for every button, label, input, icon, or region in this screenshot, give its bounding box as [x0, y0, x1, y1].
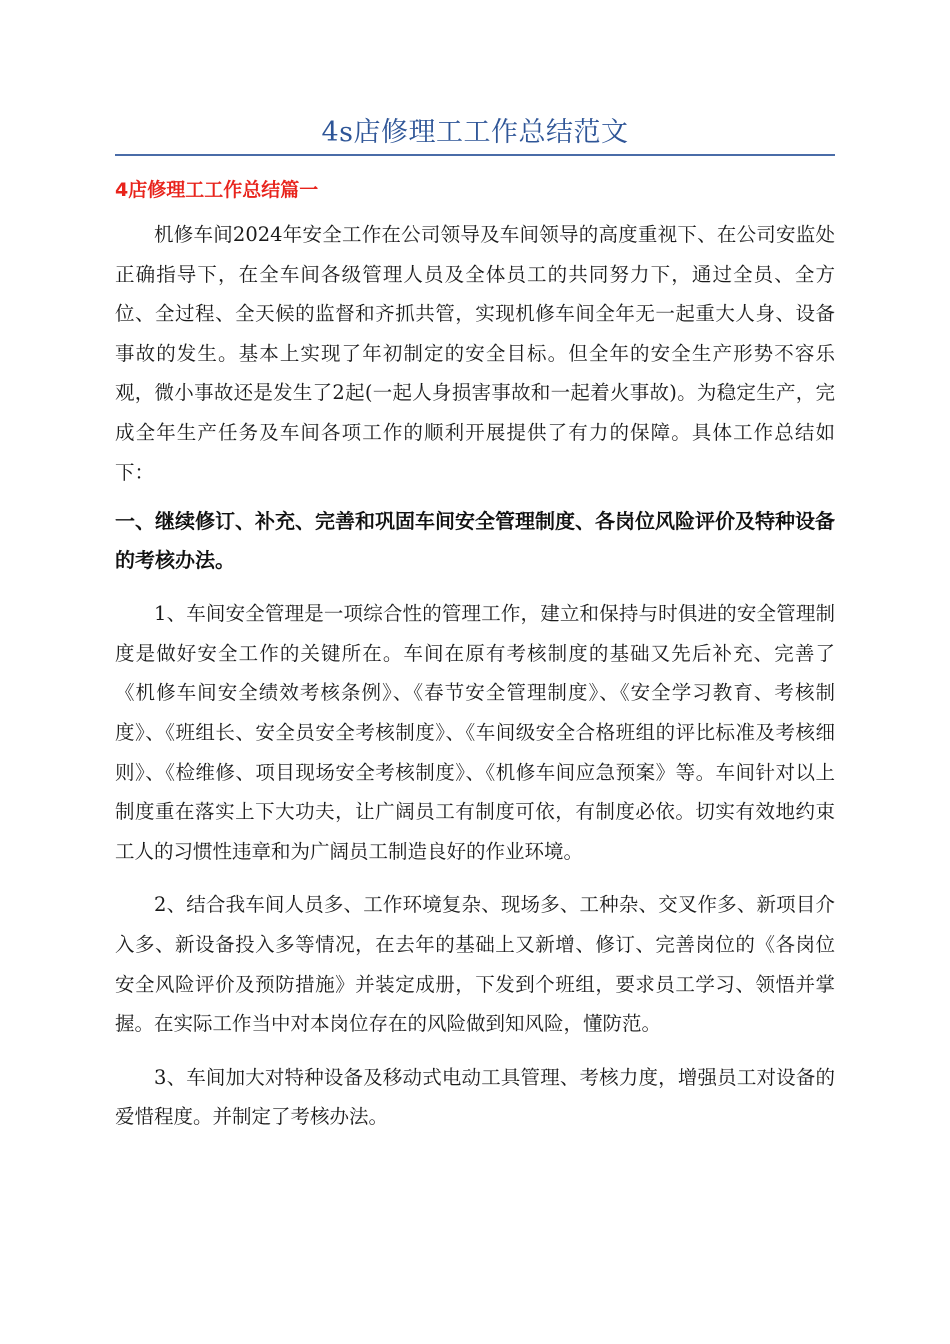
document-title: 4s店修理工工作总结范文	[321, 117, 629, 148]
paragraph-point-3: 3、车间加大对特种设备及移动式电动工具管理、考核力度，增强员工对设备的爱惜程度。并制定了考核办法。	[115, 1065, 835, 1129]
document-page	[115, 0, 835, 1137]
subheading-safety-rules: 一、继续修订、补充、完善和巩固车间安全管理制度、各岗位风险评价及特种设备的考核办法。	[115, 509, 835, 573]
section-heading: 4店修理工工作总结篇一	[115, 179, 319, 201]
paragraph-point-2: 2、结合我车间人员多、工作环境复杂、现场多、工种杂、交叉作多、新项目介入多、新设备投入多等情况，在去年的基础上又新增、修订、完善岗位的《各岗位安全风险评价及预防措施》并装定成册，下发到个班组，要求员工学习、领悟并掌握。在实际工作当中对本岗位存在的风险做到知风险，懂防范。	[115, 893, 835, 1036]
paragraph-point-1: 1、车间安全管理是一项综合性的管理工作，建立和保持与时俱进的安全管理制度是做好安全工作的关键所在。车间在原有考核制度的基础又先后补充、完善了《机修车间安全绩效考核条例》、《春节安全管理制度》、《安全学习教育、考核制度》、《班组长、安全员安全考核制度》、《车间级安全合格班组的评比标准及考核细则》、《检维修、项目现场安全考核制度》、《机修车间应急预案》等。车间针对以上制度重在落实上下大功夫，让广阔员工有制度可依，有制度必依。切实有效地约束工人的习惯性违章和为广阔员工制造良好的作业环境。	[115, 602, 835, 863]
intro-paragraph: 机修车间2024年安全工作在公司领导及车间领导的高度重视下、在公司安监处正确指导下，在全车间各级管理人员及全体员工的共同努力下，通过全员、全方位、全过程、全天候的监督和齐抓共管，实现机修车间全年无一起重大人身、设备事故的发生。基本上实现了年初制定的安全目标。但全年的安全生产形势不容乐观，微小事故还是发生了2起(一起人身损害事故和一起着火事故)。为稳定生产，完成全年生产任务及车间各项工作的顺利开展提供了有力的保障。具体工作总结如下：	[115, 223, 835, 484]
title-underline	[115, 154, 835, 156]
